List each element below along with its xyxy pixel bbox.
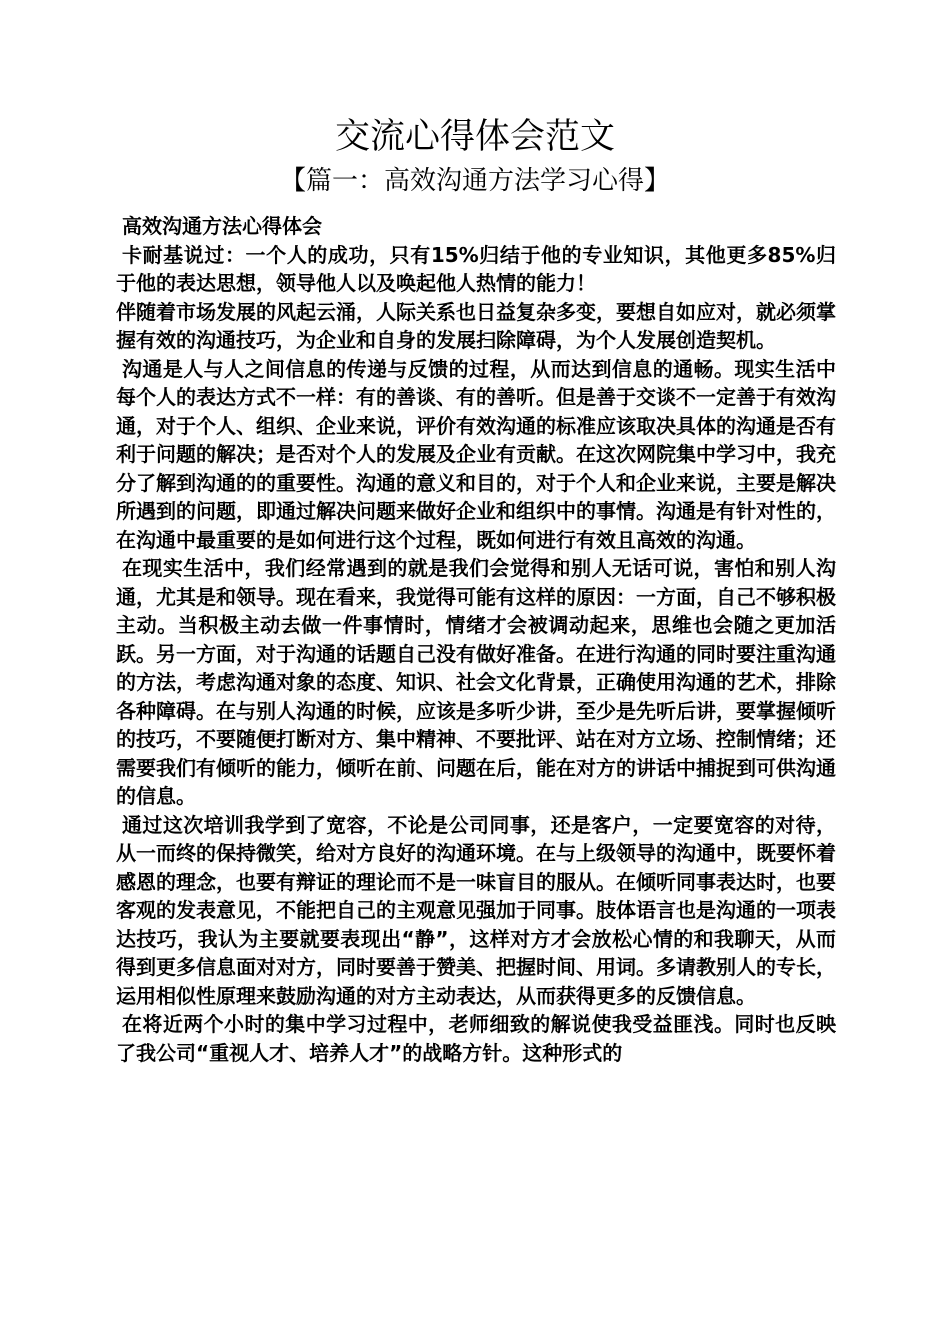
paragraph-2: 伴随着市场发展的风起云涌，人际关系也日益复杂多变，要想自如应对，就必须掌握有效的沟通技巧，为企业和自身的发展扫除障碍，为个人发展创造契机。 xyxy=(116,299,836,352)
paragraph-3: 沟通是人与人之间信息的传递与反馈的过程，从而达到信息的通畅。现实生活中每个人的表达方式不一样：有的善谈、有的善听。但是善于交谈不一定善于有效沟通，对于个人、组织、企业来说，评价有效沟通的标准应该取决具体的沟通是否有利于问题的解决；是否对个人的发展及企业有贡献。在这次网院集中学习中，我充分了解到沟通的的重要性。沟通的意义和目的，对于个人和企业来说，主要是解决所遇到的问题，即通过解决问题来做好企业和组织中的事情。沟通是有针对性的，在沟通中最重要的是如何进行这个过程，既如何进行有效且高效的沟通。 xyxy=(116,356,836,552)
page-title: 交流心得体会范文 xyxy=(334,117,615,157)
paragraph-6: 在将近两个小时的集中学习过程中，老师细致的解说使我受益匪浅。同时也反映了我公司“重视人才、培养人才”的战略方针。这种形式的 xyxy=(116,1012,836,1065)
section-heading: 高效沟通方法心得体会 xyxy=(122,214,322,238)
document-body xyxy=(116,212,836,1067)
paragraph-1: 卡耐基说过：一个人的成功，只有15%归结于他的专业知识，其他更多85%归于他的表达思想，领导他人以及唤起他人热情的能力！ xyxy=(116,242,836,295)
page-subtitle: 【篇一：高效沟通方法学习心得】 xyxy=(279,166,670,196)
paragraph-5: 通过这次培训我学到了宽容，不论是公司同事，还是客户，一定要宽容的对待，从一而终的保持微笑，给对方良好的沟通环境。在与上级领导的沟通中，既要怀着感恩的理念，也要有辩证的理论而不是一味盲目的服从。在倾听同事表达时，也要客观的发表意见，不能把自己的主观意见强加于同事。肢体语言也是沟通的一项表达技巧，我认为主要就要表现出“静”，这样对方才会放松心情的和我聊天，从而得到更多信息面对对方，同时要善于赞美、把握时间、用词。多请教别人的专长，运用相似性原理来鼓励沟通的对方主动表达，从而获得更多的反馈信息。 xyxy=(116,812,836,1008)
paragraph-4: 在现实生活中，我们经常遇到的就是我们会觉得和别人无话可说，害怕和别人沟通，尤其是和领导。现在看来，我觉得可能有这样的原因：一方面，自己不够积极主动。当积极主动去做一件事情时，情绪才会被调动起来，思维也会随之更加活跃。另一方面，对于沟通的话题自己没有做好准备。在进行沟通的同时要注重沟通的方法，考虑沟通对象的态度、知识、社会文化背景，正确使用沟通的艺术，排除各种障碍。在与别人沟通的时候，应该是多听少讲，至少是先听后讲，要掌握倾听的技巧，不要随便打断对方、集中精神、不要批评、站在对方立场、控制情绪；还需要我们有倾听的能力，倾听在前、问题在后，能在对方的讲话中捕捉到可供沟通的信息。 xyxy=(116,556,836,808)
